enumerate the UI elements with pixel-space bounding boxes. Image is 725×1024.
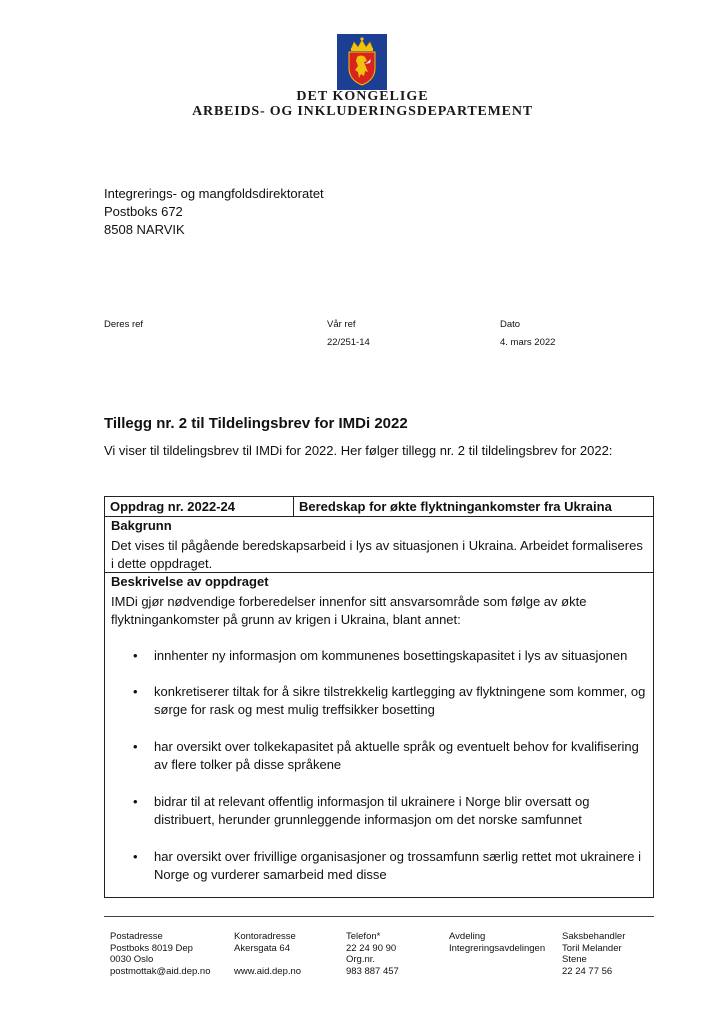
description-text: IMDi gjør nødvendige forberedelser innenfor sitt ansvarsområde som følge av økte flyktningankomster på grunn av krigen i Ukraina, blant annet: xyxy=(111,594,587,627)
deres-ref-label: Deres ref xyxy=(104,319,144,330)
footer-avdeling xyxy=(449,931,545,954)
footer-telefon xyxy=(346,931,399,977)
footer-avdeling-value: Integreringsavdelingen xyxy=(449,942,546,954)
bullet-text: konkretiserer tiltak for å sikre tilstrekkelig kartlegging av flyktningene som kommer, og sørge for rask og mest mulig treffsikker bosetting xyxy=(154,684,646,717)
footer-email-link[interactable]: postmottak@aid.dep.no xyxy=(110,965,211,977)
assignment-number: Oppdrag nr. 2022-24 xyxy=(110,499,235,514)
bullet-icon: • xyxy=(133,739,138,754)
footer-kontoradresse-line: Akersgata 64 xyxy=(234,942,290,954)
bullet-text: innhenter ny informasjon om kommunenes bosettingskapasitet i lys av situasjonen xyxy=(154,648,628,663)
assignment-header-row xyxy=(105,497,653,517)
footer-saksbehandler-name: Toril Melander xyxy=(562,942,622,954)
footer-saksbehandler-label: Saksbehandler xyxy=(562,931,626,942)
footer-saksbehandler-name2: Stene xyxy=(562,954,587,965)
bullet-text: bidrar til at relevant offentlig informasjon til ukrainere i Norge blir oversatt og distribuert, herunder grunnleggende informasjon om det norske samfunnet xyxy=(154,794,590,827)
dato-label: Dato xyxy=(500,319,521,330)
footer-avdeling-label: Avdeling xyxy=(449,931,486,942)
ministry-name-line1: DET KONGELIGE xyxy=(296,89,429,104)
bullet-text: har oversikt over frivillige organisasjoner og trossamfunn særlig rettet mot ukrainere i Norge og vurderer samarbeid med disse xyxy=(154,849,641,882)
footer-postadresse xyxy=(110,931,210,977)
footer-postadresse-line: 0030 Oslo xyxy=(110,954,154,965)
footer-kontoradresse xyxy=(234,931,301,977)
letter-intro: Vi viser til tildelingsbrev til IMDi for 2022. Her følger tillegg nr. 2 til tildelingsbrev for 2022: xyxy=(104,443,613,458)
bullet-icon: • xyxy=(133,794,138,809)
footer-saksbehandler xyxy=(562,931,625,977)
footer-postadresse-line: Postboks 8019 Dep xyxy=(110,942,193,954)
background-text: Det vises til pågående beredskapsarbeid i lys av situasjonen i Ukraina. Arbeidet formaliseres i dette oppdraget. xyxy=(111,538,643,571)
var-ref-value: 22/251-14 xyxy=(327,337,370,348)
footer-kontoradresse-blank xyxy=(234,954,301,966)
footer-orgnr-value: 983 887 457 xyxy=(346,965,399,977)
footer-postadresse-label: Postadresse xyxy=(110,931,163,942)
letter-title: Tillegg nr. 2 til Tildelingsbrev for IMDi 2022 xyxy=(104,415,408,432)
footer-telefon-label: Telefon* xyxy=(346,931,381,942)
description-title: Beskrivelse av oppdraget xyxy=(111,574,269,589)
background-row xyxy=(105,517,653,573)
assignment-topic: Beredskap for økte flyktningankomster fra Ukraina xyxy=(299,499,612,514)
recipient-name: Integrerings- og mangfoldsdirektoratet xyxy=(104,186,324,201)
footer-orgnr-label: Org.nr. xyxy=(346,954,376,965)
recipient-postbox: Postboks 672 xyxy=(104,204,183,219)
footer-kontoradresse-label: Kontoradresse xyxy=(234,931,296,942)
footer-saksbehandler-phone: 22 24 77 56 xyxy=(562,965,613,977)
background-title: Bakgrunn xyxy=(111,518,172,533)
footer-telefon-number: 22 24 90 90 xyxy=(346,942,397,954)
ministry-name-line2: ARBEIDS- OG INKLUDERINGSDEPARTEMENT xyxy=(192,104,533,119)
bullet-icon: • xyxy=(133,684,138,699)
recipient-city: 8508 NARVIK xyxy=(104,222,185,237)
assignment-table xyxy=(104,496,654,898)
footer-divider xyxy=(104,916,654,917)
dato-value: 4. mars 2022 xyxy=(500,337,556,348)
coat-of-arms-icon xyxy=(337,34,387,90)
recipient-address xyxy=(104,185,324,239)
bullet-text: har oversikt over tolkekapasitet på aktuelle språk og eventuelt behov for kvalifisering av flere tolker på disse språkene xyxy=(154,739,639,772)
bullet-icon: • xyxy=(133,648,138,663)
var-ref-label: Vår ref xyxy=(327,319,356,330)
footer-website-link[interactable]: www.aid.dep.no xyxy=(234,965,302,977)
bullet-icon: • xyxy=(133,849,138,864)
